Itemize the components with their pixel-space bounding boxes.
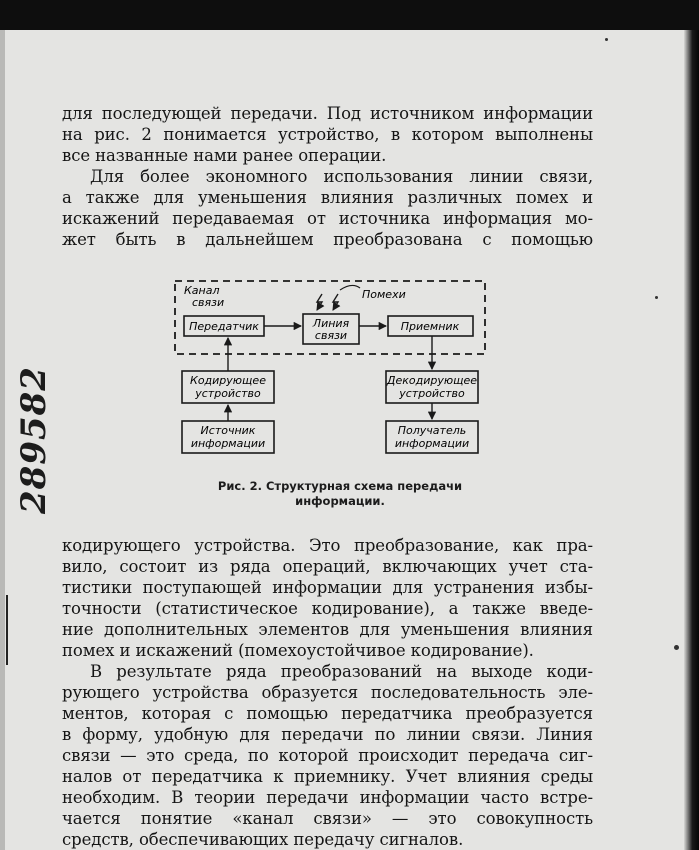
- text-line: связи — это среда, по которой происходит передача сиг-: [62, 746, 593, 765]
- source-label: информации: [190, 437, 266, 450]
- figure-caption: [180, 479, 500, 509]
- paragraph-2: [62, 166, 593, 250]
- text-line: жет быть в дальнейшем преобразована с помощью: [62, 230, 593, 249]
- lightning-icon: [333, 294, 338, 310]
- paragraph-4: [62, 661, 593, 850]
- text-line: Для более экономного использования линии связи,: [90, 167, 593, 186]
- scan-right-border: [684, 30, 699, 850]
- text-line: точности (статистическое кодирование), а также введе-: [62, 599, 593, 618]
- decoder-label: Декодирующее: [386, 374, 478, 387]
- noise-bracket: [340, 285, 360, 290]
- text-line: необходим. В теории передачи информации часто встре-: [62, 788, 593, 807]
- text-line: ние дополнительных элементов для уменьшения влияния: [62, 620, 593, 639]
- caption-line: Рис. 2. Структурная схема передачи: [217, 479, 463, 493]
- text-line: а также для уменьшения влияния различных помех и: [62, 188, 593, 207]
- text-line: для последующей передачи. Под источником информации: [62, 104, 593, 123]
- decoder-label: устройство: [399, 387, 465, 400]
- scan-speck: [605, 38, 608, 41]
- scan-speck: [674, 645, 679, 650]
- lightning-icon: [317, 294, 322, 310]
- text-line: на рис. 2 понимается устройство, в котором выполнены: [62, 125, 593, 144]
- text-line: все названные нами ранее операции.: [62, 146, 387, 165]
- scan-left-border: [0, 30, 5, 850]
- scan-speck: [655, 296, 658, 299]
- line-label: Линия: [312, 317, 350, 330]
- text-line: ментов, которая с помощью передатчика преобразуется: [62, 704, 593, 723]
- text-line: вило, состоит из ряда операций, включающих учет ста-: [62, 557, 593, 576]
- channel-label: связи: [192, 296, 225, 309]
- scan-left-mark: [6, 595, 8, 665]
- recipient-label: Получатель: [397, 424, 467, 437]
- recipient-label: информации: [394, 437, 470, 450]
- paragraph-1: [62, 103, 593, 166]
- text-line: В результате ряда преобразований на выходе коди-: [90, 662, 593, 681]
- block-diagram: [170, 276, 490, 466]
- handwritten-marginal-number: 289582: [14, 366, 54, 514]
- noise-label: Помехи: [362, 288, 406, 301]
- text-line: в форму, удобную для передачи по линии связи. Линия: [62, 725, 593, 744]
- channel-label: Канал: [184, 284, 220, 297]
- text-line: рующего устройства образуется последовательность эле-: [62, 683, 593, 702]
- paragraph-3: [62, 535, 593, 661]
- caption-line: информации.: [295, 494, 385, 508]
- text-line: кодирующего устройства. Это преобразование, как пра-: [62, 536, 593, 555]
- line-label: связи: [314, 329, 348, 342]
- text-line: средств, обеспечивающих передачу сигналов.: [62, 830, 464, 849]
- text-line: искажений передаваемая от источника информация мо-: [62, 209, 593, 228]
- text-line: тистики поступающей информации для устранения избы-: [62, 578, 593, 597]
- scan-top-border: [0, 0, 699, 30]
- encoder-label: устройство: [195, 387, 261, 400]
- text-line: чается понятие «канал связи» — это совокупность: [62, 809, 593, 828]
- receiver-label: Приемник: [400, 320, 460, 333]
- transmitter-label: Передатчик: [189, 320, 259, 333]
- encoder-label: Кодирующее: [190, 374, 266, 387]
- text-line: помех и искажений (помехоустойчивое кодирование).: [62, 641, 534, 660]
- text-line: налов от передатчика к приемнику. Учет влияния среды: [62, 767, 593, 786]
- source-label: Источник: [200, 424, 256, 437]
